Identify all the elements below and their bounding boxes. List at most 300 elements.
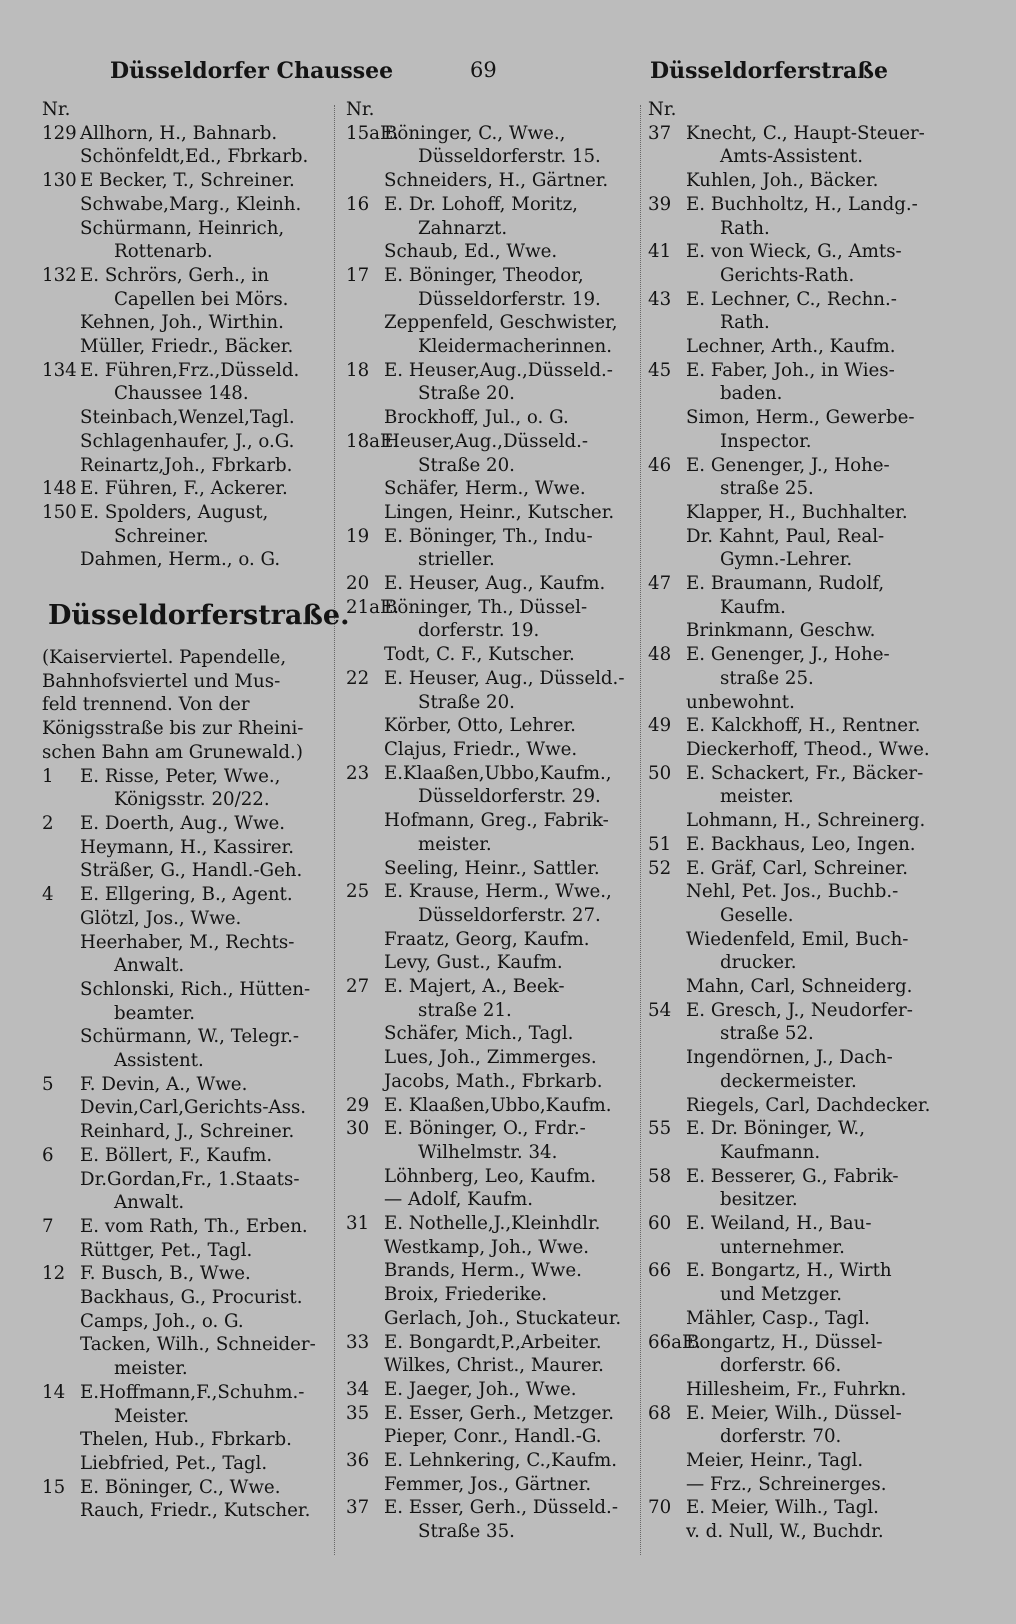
directory-entry-line [42, 311, 332, 335]
entry-text: Kehnen, Joh., Wirthin. [80, 312, 284, 334]
directory-entry-line [648, 382, 944, 406]
directory-entry-line [346, 1378, 638, 1402]
entry-text: E. Böninger, O., Frdr.- [384, 1118, 586, 1140]
directory-entry-line [42, 359, 332, 383]
entry-text: und Metzger. [720, 1284, 843, 1306]
directory-entry-line [648, 619, 944, 643]
directory-entry-line [346, 430, 638, 454]
entry-text: E. Lehnkering, C.,Kaufm. [384, 1450, 618, 1472]
entry-text: dorferstr. 66. [720, 1355, 842, 1377]
entry-text: F. Devin, A., Wwe. [80, 1073, 248, 1095]
directory-entry-line [346, 382, 638, 406]
directory-entry-line [648, 596, 944, 620]
entry-text: F. Busch, B., Wwe. [80, 1263, 251, 1285]
directory-entry-line [648, 1402, 944, 1426]
entry-text: Wilhelmstr. 34. [418, 1141, 558, 1163]
directory-entry-line [346, 785, 638, 809]
entry-text: Reinhard, J., Schreiner. [80, 1121, 295, 1143]
directory-entry-line [648, 667, 944, 691]
directory-entry-line [346, 1212, 638, 1236]
directory-entry-line [346, 1141, 638, 1165]
entry-text: Allhorn, H., Bahnarb. [80, 122, 278, 144]
entry-text: Kaufm. [720, 596, 786, 618]
house-number: 17 [346, 264, 370, 286]
entry-text: strieller. [418, 549, 495, 571]
entry-text: Brockhoff, Jul., o. G. [384, 407, 569, 429]
column-3 [648, 98, 944, 1544]
entry-text: Brands, Herm., Wwe. [384, 1260, 582, 1282]
directory-entry-line [648, 928, 944, 952]
entry-text: Tacken, Wilh., Schneider- [80, 1334, 316, 1356]
entry-text: Schaub, Ed., Wwe. [384, 241, 558, 263]
directory-entry-line [346, 1046, 638, 1070]
directory-entry-line [42, 1002, 332, 1026]
entry-text: E. Gresch, J., Neudorfer- [686, 999, 913, 1021]
directory-entry-line [648, 359, 944, 383]
entry-text: Pieper, Conr., Handl.-G. [384, 1426, 602, 1448]
note-line: Bahnhofsviertel und Mus- [42, 670, 281, 692]
entry-text: unbewohnt. [686, 691, 795, 713]
directory-entry-line [648, 809, 944, 833]
house-number: 36 [346, 1450, 370, 1472]
entry-text: Steinbach,Wenzel,Tagl. [80, 407, 295, 429]
note-line: Königsstraße bis zur Rheini- [42, 718, 304, 740]
entry-text: E. Jaeger, Joh., Wwe. [384, 1378, 577, 1400]
directory-entry-line [648, 1496, 944, 1520]
entry-text: Rottenarb. [114, 241, 213, 263]
entry-text: E. Dr. Lohoff, Moritz, [384, 193, 578, 215]
directory-entry-line [42, 145, 332, 169]
directory-entry-line [346, 359, 638, 383]
directory-entry-line [42, 122, 332, 146]
directory-entry-line [648, 762, 944, 786]
entry-text: drucker. [720, 952, 797, 974]
entry-text: Jacobs, Math., Fbrkarb. [384, 1070, 603, 1092]
directory-entry-line [648, 1473, 944, 1497]
entry-text: Körber, Otto, Lehrer. [384, 715, 576, 737]
entry-text: Todt, C. F., Kutscher. [384, 644, 575, 666]
house-number: 34 [346, 1378, 370, 1400]
note-line: feld trennend. Von der [42, 694, 250, 716]
entry-text: Westkamp, Joh., Wwe. [384, 1236, 590, 1258]
directory-entry-line [648, 1307, 944, 1331]
house-number: 18 [346, 359, 370, 381]
directory-entry-line [648, 572, 944, 596]
directory-entry-line [648, 1165, 944, 1189]
house-number: 23 [346, 762, 370, 784]
directory-entry-line [346, 691, 638, 715]
house-number: 66aE. [648, 1331, 702, 1353]
directory-entry-line [346, 1259, 638, 1283]
column-label: Nr. [346, 99, 375, 120]
entry-text: Zahnarzt. [418, 217, 508, 239]
directory-entry-line [346, 1165, 638, 1189]
entry-text: E. Genenger, J., Hohe- [686, 644, 890, 666]
entry-text: deckermeister. [720, 1070, 857, 1092]
entry-text: Levy, Gust., Kaufm. [384, 952, 563, 974]
directory-entry-line [346, 1354, 638, 1378]
directory-entry-line [346, 1188, 638, 1212]
directory-entry-line [346, 193, 638, 217]
entry-text: Backhaus, G., Procurist. [80, 1287, 303, 1309]
entry-text: Inspector. [720, 430, 812, 452]
entry-text: E. Ellgering, B., Agent. [80, 884, 293, 906]
entry-text: Heymann, H., Kassirer. [80, 836, 295, 858]
house-number: 18aE. [346, 430, 400, 452]
entry-text: Liebfried, Pet., Tagl. [80, 1452, 268, 1474]
house-number: 41 [648, 241, 672, 263]
house-number: 60 [648, 1213, 672, 1235]
entry-text: Hofmann, Greg., Fabrik- [384, 810, 609, 832]
directory-entry-line [648, 335, 944, 359]
entry-text: E. Böninger, Theodor, [384, 264, 584, 286]
entry-text: Riegels, Carl, Dachdecker. [686, 1094, 931, 1116]
entry-text: E. von Wieck, G., Amts- [686, 241, 902, 263]
entry-text: Knecht, C., Haupt-Steuer- [686, 122, 925, 144]
entry-text: meister. [418, 833, 492, 855]
directory-entry-line [42, 548, 332, 572]
entry-text: E. Besserer, G., Fabrik- [686, 1165, 899, 1187]
directory-entry-line [648, 1046, 944, 1070]
directory-entry-line [648, 501, 944, 525]
directory-entry-line [42, 1310, 332, 1334]
directory-entry-line [648, 904, 944, 928]
directory-entry-line [648, 714, 944, 738]
house-number: 15aE. [346, 122, 400, 144]
header-left-street: Düsseldorfer Chaussee [110, 58, 394, 84]
entry-text: straße 25. [720, 667, 814, 689]
directory-entry-line [346, 1070, 638, 1094]
house-number: 27 [346, 976, 370, 998]
house-number: 148 [42, 478, 77, 500]
entry-text: Straße 20. [418, 383, 515, 405]
directory-entry-line [42, 454, 332, 478]
house-number: 68 [648, 1402, 672, 1424]
directory-entry-line [42, 1428, 332, 1452]
directory-entry-line [648, 311, 944, 335]
entry-text: Bongartz, H., Düssel- [686, 1331, 883, 1353]
directory-entry-line [648, 1354, 944, 1378]
directory-entry-line [42, 954, 332, 978]
column-divider [640, 105, 641, 1555]
house-number: 66 [648, 1260, 672, 1282]
house-number: 29 [346, 1094, 370, 1116]
entry-text: Schneiders, H., Gärtner. [384, 170, 609, 192]
entry-text: Glötzl, Jos., Wwe. [80, 907, 242, 929]
entry-text: E. Spolders, August, [80, 501, 269, 523]
entry-text: E Becker, T., Schreiner. [80, 170, 295, 192]
entry-text: E. Meier, Wilh., Düssel- [686, 1402, 902, 1424]
directory-entry-line [42, 288, 332, 312]
house-number: 7 [42, 1215, 54, 1237]
entry-text: Böninger, Th., Düssel- [384, 596, 588, 618]
directory-entry-line [346, 619, 638, 643]
house-number: 43 [648, 288, 672, 310]
directory-entry-line [648, 951, 944, 975]
house-number: 51 [648, 833, 672, 855]
entry-text: Fraatz, Georg, Kaufm. [384, 928, 590, 950]
entry-text: Nehl, Pet. Jos., Buchb.- [686, 881, 899, 903]
directory-entry-line [42, 1476, 332, 1500]
entry-text: Wiedenfeld, Emil, Buch- [686, 928, 909, 950]
directory-entry-line [346, 880, 638, 904]
directory-entry-line [346, 596, 638, 620]
directory-entry-line [648, 1236, 944, 1260]
entry-text: E. Kalckhoff, H., Rentner. [686, 715, 921, 737]
entry-text: E. Dr. Böninger, W., [686, 1118, 865, 1140]
directory-entry-line [648, 880, 944, 904]
entry-text: Löhnberg, Leo, Kaufm. [384, 1165, 597, 1187]
house-number: 4 [42, 884, 54, 906]
directory-entry-line [42, 1239, 332, 1263]
house-number: 46 [648, 454, 672, 476]
directory-entry-line [42, 931, 332, 955]
directory-entry-line [648, 169, 944, 193]
entry-text: E. Genenger, J., Hohe- [686, 454, 890, 476]
directory-entry-line [648, 193, 944, 217]
entry-text: E. Führen, F., Ackerer. [80, 478, 288, 500]
entry-text: Wilkes, Christ., Maurer. [384, 1355, 604, 1377]
house-number: 50 [648, 762, 672, 784]
entry-text: Geselle. [720, 904, 794, 926]
entry-text: E. Schackert, Fr., Bäcker- [686, 762, 924, 784]
directory-entry-line [648, 477, 944, 501]
directory-entry-line [346, 1449, 638, 1473]
directory-entry-line [346, 288, 638, 312]
entry-text: Düsseldorferstr. 19. [418, 288, 601, 310]
column-label: Nr. [42, 99, 71, 120]
column-2 [346, 98, 638, 1544]
directory-entry-line [648, 1425, 944, 1449]
section-note [42, 646, 332, 765]
entry-text: Chaussee 148. [114, 383, 249, 405]
entry-text: Dieckerhoff, Theod., Wwe. [686, 738, 930, 760]
entry-text: Böninger, C., Wwe., [384, 122, 566, 144]
entry-text: E. Krause, Herm., Wwe., [384, 881, 612, 903]
entry-text: Heuser,Aug.,Düsseld.- [384, 430, 589, 452]
directory-entry-line [648, 857, 944, 881]
directory-entry-line [346, 572, 638, 596]
house-number: 21aE. [346, 596, 400, 618]
entry-text: E. Risse, Peter, Wwe., [80, 765, 281, 787]
directory-entry-line [42, 765, 332, 789]
directory-entry-line [42, 1405, 332, 1429]
entry-text: E. Lechner, C., Rechn.- [686, 288, 897, 310]
directory-entry-line [346, 169, 638, 193]
directory-entry-line [346, 525, 638, 549]
directory-entry-line [346, 1117, 638, 1141]
entry-text: meister. [720, 786, 794, 808]
entry-text: Thelen, Hub., Fbrkarb. [80, 1429, 292, 1451]
directory-entry-line [346, 975, 638, 999]
entry-text: E. Braumann, Rudolf, [686, 573, 885, 595]
directory-entry-line [42, 430, 332, 454]
entry-text: Schönfeldt,Ed., Fbrkarb. [80, 146, 309, 168]
house-number: 132 [42, 264, 77, 286]
directory-entry-line [346, 145, 638, 169]
entry-text: Königsstr. 20/22. [114, 789, 270, 811]
entry-text: straße 52. [720, 1023, 814, 1045]
directory-entry-line [42, 169, 332, 193]
entry-text: Anwalt. [114, 955, 185, 977]
directory-entry-line [648, 833, 944, 857]
entry-text: Schäfer, Mich., Tagl. [384, 1023, 574, 1045]
directory-entry-line [42, 1191, 332, 1215]
house-number: 19 [346, 525, 370, 547]
directory-entry-line [42, 406, 332, 430]
entry-text: Mahn, Carl, Schneiderg. [686, 976, 913, 998]
directory-entry-line [42, 907, 332, 931]
directory-entry-line [648, 1283, 944, 1307]
entry-text: Straße 20. [418, 454, 515, 476]
directory-entry-line [42, 1262, 332, 1286]
directory-entry-line [42, 1333, 332, 1357]
directory-entry-line [346, 999, 638, 1023]
directory-entry-line [648, 999, 944, 1023]
entry-text: Dr. Kahnt, Paul, Real- [686, 525, 885, 547]
entry-text: Rauch, Friedr., Kutscher. [80, 1500, 311, 1522]
section-title: Düsseldorferstraße. [48, 600, 350, 632]
entry-text: E. Schrörs, Gerh., in [80, 264, 270, 286]
directory-entry-line [346, 1473, 638, 1497]
page-header [0, 52, 1016, 92]
entry-text: E. Buchholtz, H., Landg.- [686, 193, 918, 215]
entry-text: E. Böninger, C., Wwe. [80, 1476, 281, 1498]
directory-entry-line [346, 311, 638, 335]
directory-entry-line [42, 1144, 332, 1168]
directory-entry-line [648, 1070, 944, 1094]
house-number: 12 [42, 1263, 66, 1285]
note-line: schen Bahn am Grunewald.) [42, 741, 303, 763]
directory-entry-line [346, 809, 638, 833]
directory-entry-line [42, 1025, 332, 1049]
directory-entry-line [648, 548, 944, 572]
entry-text: Kleidermacherinnen. [418, 336, 613, 358]
entry-text: E.Hoffmann,F.,Schuhm.- [80, 1381, 305, 1403]
directory-entry-line [42, 812, 332, 836]
entry-text: E. Majert, A., Beek- [384, 976, 565, 998]
entry-text: Kuhlen, Joh., Bäcker. [686, 170, 879, 192]
directory-entry-line [346, 477, 638, 501]
directory-entry-line [648, 1520, 944, 1544]
entry-text: Meister. [114, 1405, 190, 1427]
directory-entry-line [346, 762, 638, 786]
directory-entry-line [648, 1141, 944, 1165]
entry-text: Hillesheim, Fr., Fuhrkn. [686, 1378, 907, 1400]
directory-entry-line [346, 240, 638, 264]
entry-text: — Frz., Schreinerges. [686, 1473, 887, 1495]
entry-text: Schwabe,Marg., Kleinh. [80, 193, 302, 215]
house-number: 1 [42, 765, 54, 787]
house-number: 150 [42, 501, 77, 523]
house-number: 25 [346, 881, 370, 903]
entry-text: Gymn.-Lehrer. [720, 549, 853, 571]
directory-entry-line [346, 454, 638, 478]
entry-text: besitzer. [720, 1189, 798, 1211]
directory-entry-line [346, 1094, 638, 1118]
entry-text: Heerhaber, M., Rechts- [80, 931, 295, 953]
entry-text: Seeling, Heinr., Sattler. [384, 857, 600, 879]
entry-text: Dahmen, Herm., o. G. [80, 549, 281, 571]
directory-entry-line [648, 1117, 944, 1141]
directory-entry-line [42, 1049, 332, 1073]
house-number: 6 [42, 1144, 54, 1166]
entry-text: Schlonski, Rich., Hütten- [80, 978, 311, 1000]
entry-text: Ingendörnen, J., Dach- [686, 1047, 893, 1069]
directory-entry-line [346, 406, 638, 430]
entry-text: Gerlach, Joh., Stuckateur. [384, 1307, 622, 1329]
entry-text: Reinartz,Joh., Fbrkarb. [80, 454, 293, 476]
entry-text: baden. [720, 383, 783, 405]
directory-entry-line [648, 406, 944, 430]
directory-entry-line [346, 1520, 638, 1544]
entry-text: Straße 35. [418, 1521, 515, 1543]
directory-entry-line [346, 1307, 638, 1331]
house-number: 70 [648, 1497, 672, 1519]
entry-text: Schlagenhaufer, J., o.G. [80, 430, 295, 452]
directory-entry-line [648, 430, 944, 454]
directory-entry-line [42, 1168, 332, 1192]
house-number: 129 [42, 122, 77, 144]
entry-text: Brinkmann, Geschw. [686, 620, 876, 642]
directory-entry-line [42, 382, 332, 406]
house-number: 16 [346, 193, 370, 215]
house-number: 52 [648, 857, 672, 879]
directory-entry-line [648, 217, 944, 241]
house-number: 39 [648, 193, 672, 215]
entry-text: E. Backhaus, Leo, Ingen. [686, 833, 916, 855]
directory-entry-line [648, 643, 944, 667]
directory-entry-line [346, 264, 638, 288]
entry-text: Kaufmann. [720, 1141, 821, 1163]
directory-entry-line [648, 1094, 944, 1118]
entry-text: E. vom Rath, Th., Erben. [80, 1215, 308, 1237]
entry-text: Düsseldorferstr. 15. [418, 146, 601, 168]
entry-text: E. Doerth, Aug., Wwe. [80, 812, 286, 834]
directory-entry-line [346, 501, 638, 525]
entry-text: E. Bongartz, H., Wirth [686, 1260, 892, 1282]
directory-entry-line [648, 691, 944, 715]
entry-text: Gerichts-Rath. [720, 264, 855, 286]
entry-text: E.Klaaßen,Ubbo,Kaufm., [384, 762, 612, 784]
directory-entry-line [42, 836, 332, 860]
entry-text: Klapper, H., Buchhalter. [686, 501, 908, 523]
directory-entry-line [648, 122, 944, 146]
entry-text: Assistent. [114, 1050, 204, 1072]
entry-text: Straße 20. [418, 691, 515, 713]
entry-text: Lues, Joh., Zimmerges. [384, 1047, 597, 1069]
entry-text: Dr.Gordan,Fr., 1.Staats- [80, 1168, 300, 1190]
directory-entry-line [42, 193, 332, 217]
directory-entry-line [648, 525, 944, 549]
entry-text: Zeppenfeld, Geschwister, [384, 312, 618, 334]
entry-text: straße 21. [418, 999, 512, 1021]
directory-entry-line [648, 1022, 944, 1046]
entry-text: E. Heuser, Aug., Kaufm. [384, 573, 606, 595]
directory-entry-line [346, 1236, 638, 1260]
entry-text: dorferstr. 70. [720, 1426, 842, 1448]
directory-entry-line [42, 477, 332, 501]
directory-entry-line [346, 335, 638, 359]
entry-text: E. Führen,Frz.,Düsseld. [80, 359, 300, 381]
house-number: 14 [42, 1381, 66, 1403]
directory-entry-line [648, 975, 944, 999]
directory-entry-line [42, 1499, 332, 1523]
entry-text: Clajus, Friedr., Wwe. [384, 738, 578, 760]
house-number: 58 [648, 1165, 672, 1187]
house-number: 2 [42, 812, 54, 834]
directory-entry-line [648, 1259, 944, 1283]
